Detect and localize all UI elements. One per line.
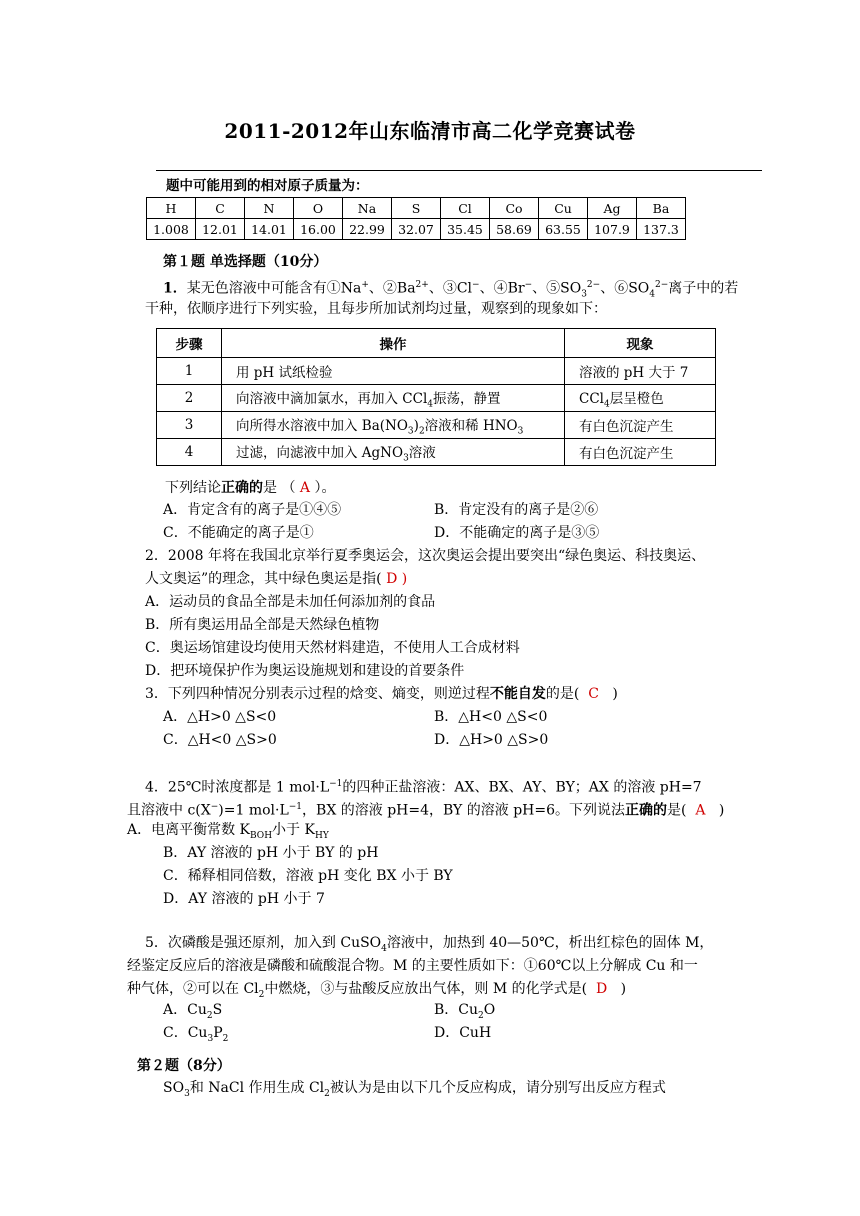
atomic-mass-heading: 题中可能用到的相对原子质量为： [166,178,369,194]
q1-stem-line2: 干种，依顺序进行下列实验，且每步所加试剂均过量，观察到的现象如下： [145,301,607,317]
subscript: 3 [407,426,414,437]
q5-text: O [483,1002,496,1018]
section-2-heading: 第２题（8分） [137,1058,231,1074]
charge: − [524,280,533,290]
mass-cell: 137.3 [637,219,686,240]
mass-cell: 107.9 [588,219,637,240]
q4-option-b: B．AY 溶液的 pH 小于 BY 的 pH [163,845,379,861]
q2-option-a: A．运动员的食品全部是未加任何添加剂的食品 [145,594,436,610]
q3-text: ) [612,686,618,702]
table-row [157,439,716,466]
op-text: 向所得水溶液中加入 Ba(NO [236,417,408,434]
op-text: 向溶液中滴加氯水，再加入 CCl [236,390,428,407]
mass-cell: 63.55 [539,219,588,240]
element-cell: N [245,198,294,219]
q5-option-b [434,1000,495,1026]
step-cell: 4 [157,439,222,466]
step-cell: 1 [157,358,222,385]
atomic-mass-table [146,197,686,240]
mass-cell: 12.01 [196,219,245,240]
subscript: 3 [184,1088,190,1099]
mass-cell: 32.07 [392,219,441,240]
q5-text: 种气体，②可以在 Cl [127,981,259,997]
observation-cell: 有白色沉淀产生 [565,439,716,466]
q2-text: ) [401,571,408,587]
q2-stem-line1: 2．2008 年将在我国北京举行夏季奥运会，这次奥运会提出要突出“绿色奥运、科技奥运、 [145,548,706,564]
q3-stem [145,684,618,704]
element-cell: Ag [588,198,637,219]
header-step: 步骤 [157,329,222,358]
q5-text: C．Cu [163,1025,208,1041]
subscript: 4 [649,289,656,300]
operation-cell: 用 pH 试纸检验 [222,358,565,385]
op-text: 振荡，静置 [433,390,501,407]
table-row [157,358,716,385]
observation-cell: 有白色沉淀产生 [565,412,716,439]
op-text: ) [413,417,419,434]
q1-option-b: B．肯定没有的离子是②⑥ [434,502,599,518]
q5-text: B．Cu [434,1002,479,1018]
subscript: 2 [418,426,425,437]
q5-text: P [213,1025,223,1041]
mass-cell: 1.008 [147,219,196,240]
element-cell: S [392,198,441,219]
operation-cell [222,385,565,412]
q1-text: ）。 [314,480,336,496]
subscript: 3 [517,426,524,437]
q4-text: )=1 mol·L [218,802,289,819]
obs-text: 层呈橙色 [609,390,664,407]
q4-text: 是( [667,802,687,819]
q1-text: 、⑥SO [600,280,650,297]
charge: 2− [655,280,669,290]
superscript: −1 [288,802,303,812]
q1-text: 下列结论 [165,480,221,496]
q4-text: 小于 K [272,822,315,838]
element-cell: Cl [441,198,490,219]
answer-mark: C [588,686,599,702]
q2-text: 人文奥运”的理念，其中绿色奥运是指( [145,571,382,587]
section-1-heading: 第１题 单选择题（10分） [163,254,328,270]
obs-text: CCl [579,390,604,407]
subscript: 4 [603,399,610,410]
element-row [147,198,686,219]
q2-option-c: C．奥运场馆建设均使用天然材料建造，不使用人工合成材料 [145,640,520,656]
s2-text: 和 NaCl 作用生成 Cl [189,1080,325,1096]
operation-cell [222,439,565,466]
element-cell: Cu [539,198,588,219]
q4-option-d: D．AY 溶液的 pH 小于 7 [163,891,325,907]
subscript: 2 [324,1088,330,1099]
observation-cell: 溶液的 pH 大于 7 [565,358,716,385]
superscript: −1 [329,779,343,789]
mass-cell: 16.00 [294,219,343,240]
subscript: BOH [250,830,273,841]
q5-text: A．Cu [163,1002,207,1018]
experiment-table [156,328,716,466]
section-2-stem [163,1078,666,1104]
step-cell: 3 [157,412,222,439]
q3-option-d: D．△H>0 △S>0 [434,732,549,748]
subscript: 2 [206,1010,213,1021]
q5-text: 溶液中，加热到 40—50℃，析出红棕色的固体 M， [386,935,714,951]
op-text: 过滤，向滤液中加入 AgNO [236,444,404,461]
subscript: 2 [258,989,265,1000]
charge: 2+ [415,280,429,290]
superscript: − [210,802,219,812]
mass-cell: 35.45 [441,219,490,240]
subscript: 2 [222,1033,229,1044]
answer-mark: A [695,802,706,819]
q4-option-c: C．稀释相同倍数，溶液 pH 变化 BX 小于 BY [163,868,453,884]
q5-option-a [163,1000,222,1026]
subscript: 3 [581,289,587,300]
q1-text: 、④Br [479,280,525,297]
q4-text: ，BX 的溶液 pH=4，BY 的溶液 pH=6。下列说法 [302,802,626,819]
q4-text: A．电离平衡常数 K [127,822,251,838]
emphasis: 正确的 [625,802,668,819]
emphasis: 不能自发 [489,686,546,702]
q4-stem-line1 [145,774,702,798]
q5-stem-line1 [145,933,713,959]
element-cell: H [147,198,196,219]
header-observation: 现象 [565,329,716,358]
q3-option-b: B．△H<0 △S<0 [434,709,548,725]
q4-text: 4．25℃时浓度都是 1 mol·L [145,779,330,796]
s2-text: 被认为是由以下几个反应构成，请分别写出反应方程式 [329,1080,666,1096]
mass-row [147,219,686,240]
q1-option-a: A．肯定含有的离子是①④⑤ [163,502,342,518]
step-cell: 2 [157,385,222,412]
answer-mark: D [386,571,398,587]
exam-title: 2011-2012年山东临清市高二化学竞赛试卷 [224,119,636,143]
subscript: 4 [427,399,434,410]
element-cell: Ba [637,198,686,219]
q1-option-c: C．不能确定的离子是① [163,525,314,541]
table-header-row [157,329,716,358]
q1-option-d: D．不能确定的离子是③⑤ [434,525,600,541]
element-cell: O [294,198,343,219]
q1-text: 、②Ba [368,280,416,297]
emphasis: 正确的 [221,480,263,496]
element-cell: Co [490,198,539,219]
answer-mark: A [299,480,311,496]
q5-text: ) [620,981,627,997]
q5-option-d: D．CuH [434,1025,492,1041]
subscript: 4 [381,943,387,954]
q1-text: 、③Cl [428,280,473,297]
q1-text: 是 （ [263,480,296,496]
q1-text: 某无色溶液中可能含有①Na [186,280,362,297]
q3-text: 的是( [545,686,580,702]
charge: + [361,280,369,290]
table-row [157,412,716,439]
q4-stem-line2 [127,797,724,821]
operation-cell [222,412,565,439]
q4-text: 且溶液中 c(X [127,802,211,819]
q5-stem-line2: 经鉴定反应后的溶液是磷酸和硫酸混合物。M 的主要性质如下：①60℃以上分解成 Cu 和一 [127,958,698,974]
q5-text: 5．次磷酸是强还原剂，加入到 CuSO [145,935,382,951]
q1-text: 离子中的若 [668,280,739,297]
q3-text: 3．下列四种情况分别表示过程的焓变、熵变，则逆过程 [145,686,490,702]
q1-conclusion [165,478,335,498]
q5-option-c [163,1023,228,1049]
q2-stem-line2 [145,569,407,589]
op-text: 溶液和稀 HNO [424,417,518,434]
title-rule [156,170,762,171]
table-row [157,385,716,412]
subscript: 3 [403,453,409,464]
q4-text: ) [718,802,725,819]
q3-option-a: A．△H>0 △S<0 [163,709,277,725]
answer-mark: D [595,981,608,997]
subscript: 2 [478,1010,484,1021]
charge: 2− [586,280,601,290]
q2-option-b: B．所有奥运用品全部是天然绿色植物 [145,617,380,633]
mass-cell: 22.99 [343,219,392,240]
s2-text: SO [163,1080,185,1096]
q1-number: 1． [163,280,187,297]
q2-option-d: D．把环境保护作为奥运设施规划和建设的首要条件 [145,663,465,679]
observation-cell [565,385,716,412]
element-cell: C [196,198,245,219]
q4-option-a [127,820,329,846]
q4-text: 的四种正盐溶液：AX、BX、AY、BY；AX 的溶液 pH=7 [342,779,702,796]
charge: − [472,280,480,290]
element-cell: Na [343,198,392,219]
subscript: HY [314,830,329,841]
mass-cell: 58.69 [490,219,539,240]
q1-text: 、⑤SO [532,280,582,297]
q5-text: S [212,1002,223,1018]
header-operation: 操作 [222,329,565,358]
q3-option-c: C．△H<0 △S>0 [163,732,277,748]
op-text: 溶液 [408,444,436,461]
subscript: 3 [207,1033,214,1044]
q5-text: 中燃烧，③与盐酸反应放出气体，则 M 的化学式是( [264,981,588,997]
mass-cell: 14.01 [245,219,294,240]
